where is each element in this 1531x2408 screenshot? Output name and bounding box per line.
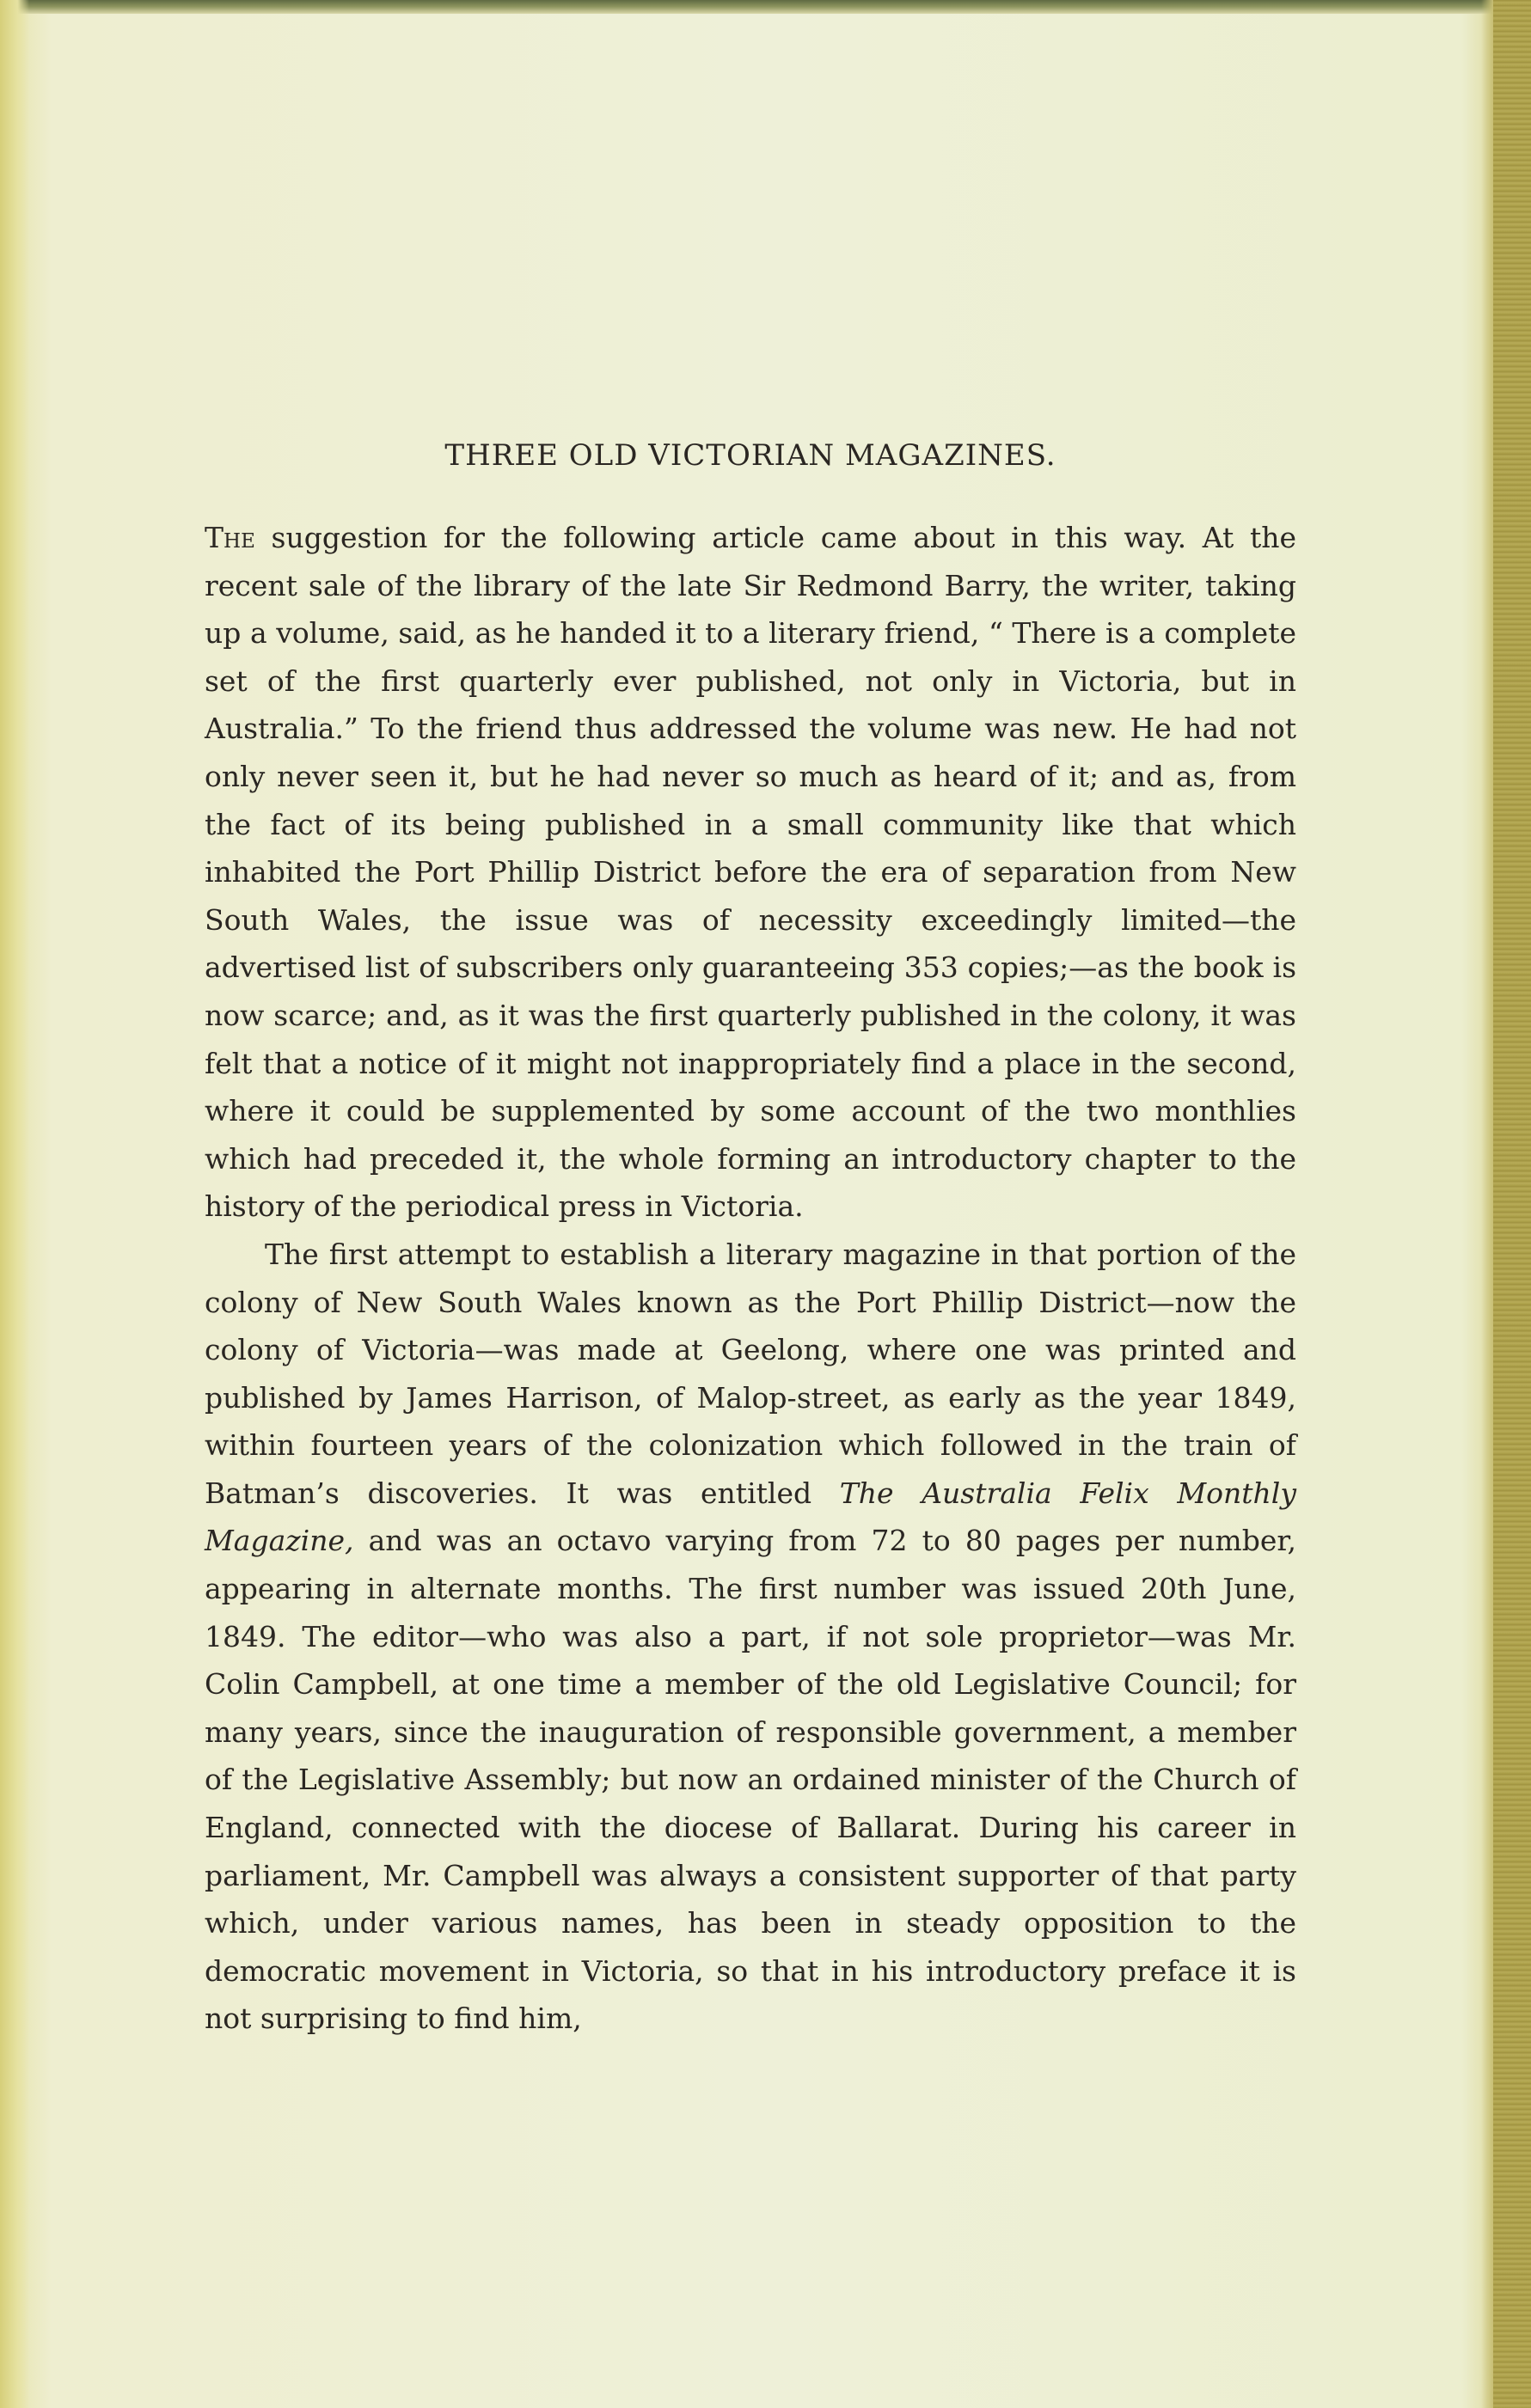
paragraph-2-before: The first attempt to establish a literary magazine in that portion of the colony of New South Wales known as the Port Phillip District—now the colony of Victoria—was made at Geelong, where one was printed and published by James Harrison, of Malop-street, as early as the year 1849, within fourteen years of the colonization which followed in the train of Batman’s discoveries. It was entitled: [205, 1237, 1296, 1510]
paragraph-1-text: suggestion for the following article came about in this way. At the recent sale of the library of the late Sir Redmond Barry, the writer, taking up a volume, said, as he handed it to a literary friend, “ There is a complete set of the first quarterly ever published, not only in Victoria, but in Australia.” To the friend thus addressed the volume was new. He had not only never seen it, but he had never so much as heard of it; and as, from the fact of its being published in a small community like that which inhabited the Port Phillip District before the era of separation from New South Wales, the issue was of necessity exceedingly limited—the advertised list of subscribers only guaranteeing 353 copies;—as the book is now scarce; and, as it was the first quarterly published in the colony, it was felt that a notice of it might not inappropriately find a place in the second, where it could be supplemented by some account of the two monthlies which had preceded it, the whole forming an introductory chapter to the history of the periodical press in Victoria.: [205, 521, 1296, 1224]
article: [205, 430, 1296, 2043]
book-binding-edge: [1493, 0, 1531, 2408]
page-gutter-shadow: [1481, 0, 1493, 2408]
paragraph-1: [205, 514, 1296, 1231]
paragraph-1-lead: The: [205, 521, 255, 554]
paragraph-2: [205, 1231, 1296, 2043]
magazine-title: The Australia Felix Monthly Magazine,: [205, 1476, 1296, 1558]
article-title: THREE OLD VICTORIAN MAGAZINES.: [444, 438, 1056, 473]
paragraph-2-after: and was an octavo varying from 72 to 80 pages per number, appearing in alternate months. The first number was issued 20th June, 1849. The editor—who was also a part, if not sole proprietor—was Mr. Colin Campbell, at one time a member of the old Legislative Council; for many years, since the inauguration of responsible government, a member of the Legislative Assembly; but now an ordained minister of the Church of England, connected with the diocese of Ballarat. During his career in parliament, Mr. Campbell was always a consistent supporter of that party which, under various names, has been in steady opposition to the democratic movement in Victoria, so that in his introductory preface it is not surprising to find him,: [205, 1524, 1296, 2036]
page-left-edge: [0, 0, 29, 2408]
page-top-edge: [0, 0, 1531, 14]
